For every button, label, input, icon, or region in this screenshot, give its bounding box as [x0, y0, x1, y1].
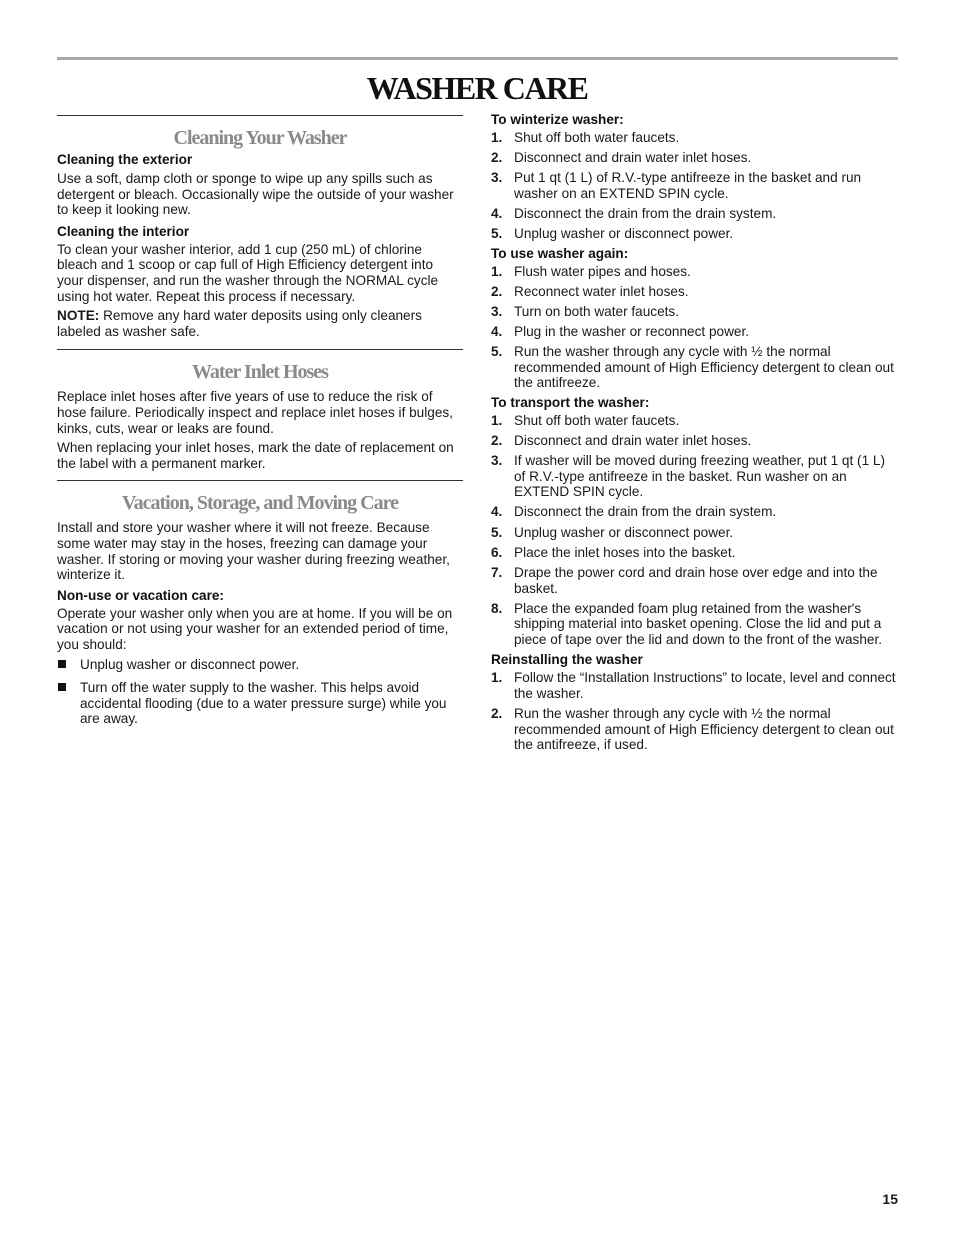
step-number: 4. [491, 504, 503, 520]
subheading-use-again: To use washer again: [491, 245, 629, 261]
list-item [491, 264, 899, 280]
note-label: NOTE: [57, 308, 100, 324]
step-text: Put 1 qt (1 L) of R.V.-type antifreeze in the basket and run washer on an EXTEND SPIN cycle. [514, 170, 862, 201]
list-item [491, 304, 899, 320]
section-divider [57, 115, 463, 116]
note-paragraph [57, 308, 463, 339]
bullet-text: Unplug washer or disconnect power. [80, 657, 300, 673]
step-number: 1. [491, 412, 503, 428]
subheading-cleaning-exterior: Cleaning the exterior [57, 152, 193, 167]
page-title: WASHER CARE [366, 70, 588, 106]
step-number: 3. [491, 303, 503, 319]
list-item [491, 545, 899, 561]
list-item [491, 324, 899, 340]
step-number: 5. [491, 226, 503, 242]
subheading-nonuse: Non-use or vacation care: [57, 587, 224, 603]
step-text: Disconnect the drain from the drain system. [514, 206, 777, 222]
right-column [491, 112, 899, 757]
step-number: 1. [491, 670, 503, 686]
left-column [57, 110, 463, 727]
subheading-reinstall: Reinstalling the washer [491, 652, 643, 668]
bullet-text: Turn off the water supply to the washer. This helps avoid accidental flooding (due to a water pressure surge) while you are away. [80, 680, 447, 727]
list-item [491, 284, 899, 300]
paragraph-cleaning-exterior: Use a soft, damp cloth or sponge to wipe up any spills such as detergent or bleach. Occasionally wipe the outside of your washer to keep it looking new. [57, 171, 454, 218]
list-item [491, 525, 899, 541]
subheading-cleaning-interior: Cleaning the interior [57, 223, 190, 239]
step-number: 4. [491, 324, 503, 340]
paragraph-cleaning-interior: To clean your washer interior, add 1 cup (250 mL) of chlorine bleach and 1 scoop or cap full of High Efficiency detergent into your dispenser, and run the washer through the NORMAL cycle using hot water. Repeat this process if necessary. [57, 241, 439, 304]
step-text: Place the inlet hoses into the basket. [514, 544, 736, 560]
paragraph-hoses-2: When replacing your inlet hoses, mark the date of replacement on the label with a permanent marker. [57, 440, 454, 471]
list-item [491, 206, 899, 222]
list-item [57, 657, 463, 673]
step-number: 8. [491, 600, 503, 616]
step-number: 5. [491, 524, 503, 540]
list-item [491, 170, 899, 201]
list-item [57, 680, 463, 727]
paragraph-nonuse: Operate your washer only when you are at home. If you will be on vacation or not using your washer for an extended period of time, you should: [57, 605, 453, 652]
section-divider [57, 480, 463, 481]
list-item [491, 670, 899, 701]
step-text: Disconnect the drain from the drain system. [514, 504, 777, 520]
step-text: Disconnect and drain water inlet hoses. [514, 432, 752, 448]
step-number: 1. [491, 130, 503, 145]
nonuse-bullet-list [57, 657, 463, 726]
section-heading-vacation: Vacation, Storage, and Moving Care [122, 492, 398, 515]
list-item [491, 344, 899, 391]
step-text: Turn on both water faucets. [514, 303, 679, 319]
section-divider [57, 349, 463, 350]
step-number: 4. [491, 206, 503, 222]
step-text: Reconnect water inlet hoses. [514, 283, 689, 299]
list-item [491, 706, 899, 753]
list-item [491, 150, 899, 166]
step-text: Follow the “Installation Instructions” to locate, level and connect the washer. [514, 670, 896, 701]
list-item [491, 433, 899, 449]
section-heading-hoses: Water Inlet Hoses [192, 361, 328, 384]
step-text: Drape the power cord and drain hose over edge and into the basket. [514, 564, 878, 596]
step-number: 2. [491, 150, 503, 166]
section-heading-cleaning: Cleaning Your Washer [173, 127, 347, 149]
note-text: Remove any hard water deposits using only cleaners labeled as washer safe. [57, 308, 422, 339]
step-text: Run the washer through any cycle with ½ the normal recommended amount of High Efficiency detergent to clean out the antifreeze, if used. [514, 705, 894, 753]
step-number: 3. [491, 170, 503, 186]
step-number: 1. [491, 263, 503, 279]
list-item [491, 565, 899, 596]
step-number: 3. [491, 453, 503, 469]
bullet-square-icon [58, 660, 66, 668]
step-text: Plug in the washer or reconnect power. [514, 324, 750, 340]
subheading-winterize: To winterize washer: [491, 112, 624, 127]
step-text: Disconnect and drain water inlet hoses. [514, 150, 752, 166]
page-number: 15 [882, 1191, 898, 1207]
paragraph-vacation: Install and store your washer where it will not freeze. Because some water may stay in the hoses, freezing can damage your washer. If storing or moving your washer during freezing weather, winterize it. [57, 520, 450, 583]
list-item [491, 413, 899, 429]
list-item [491, 226, 899, 242]
step-number: 2. [491, 432, 503, 448]
use-again-steps [491, 264, 899, 392]
step-number: 2. [491, 705, 503, 721]
top-rule [57, 57, 898, 60]
step-text: Unplug washer or disconnect power. [514, 226, 734, 242]
paragraph-hoses-1: Replace inlet hoses after five years of use to reduce the risk of hose failure. Periodically inspect and replace inlet hoses if bulges, kinks, cuts, wear or leaks are found. [57, 389, 453, 436]
list-item [491, 130, 899, 146]
winterize-steps [491, 130, 899, 242]
step-text: If washer will be moved during freezing weather, put 1 qt (1 L) of R.V.-type antifreeze in the basket. Run washer on an EXTEND SPIN cycle. [514, 453, 886, 500]
step-number: 2. [491, 283, 503, 299]
subheading-transport: To transport the washer: [491, 394, 650, 410]
list-item [491, 504, 899, 520]
step-number: 6. [491, 544, 503, 560]
step-text: Flush water pipes and hoses. [514, 263, 691, 279]
step-text: Run the washer through any cycle with ½ the normal recommended amount of High Efficiency detergent to clean out the antifreeze. [514, 344, 894, 391]
step-number: 5. [491, 344, 503, 360]
step-text: Unplug washer or disconnect power. [514, 524, 734, 540]
step-text: Shut off both water faucets. [514, 130, 680, 145]
step-number: 7. [491, 564, 503, 580]
bullet-square-icon [58, 683, 66, 691]
step-text: Place the expanded foam plug retained from the washer's shipping material into basket opening. Close the lid and put a piece of tape over the lid and down to the front of the washer. [514, 600, 883, 647]
list-item [491, 601, 899, 648]
step-text: Shut off both water faucets. [514, 412, 680, 428]
list-item [491, 453, 899, 500]
reinstall-steps [491, 670, 899, 753]
transport-steps [491, 413, 899, 648]
